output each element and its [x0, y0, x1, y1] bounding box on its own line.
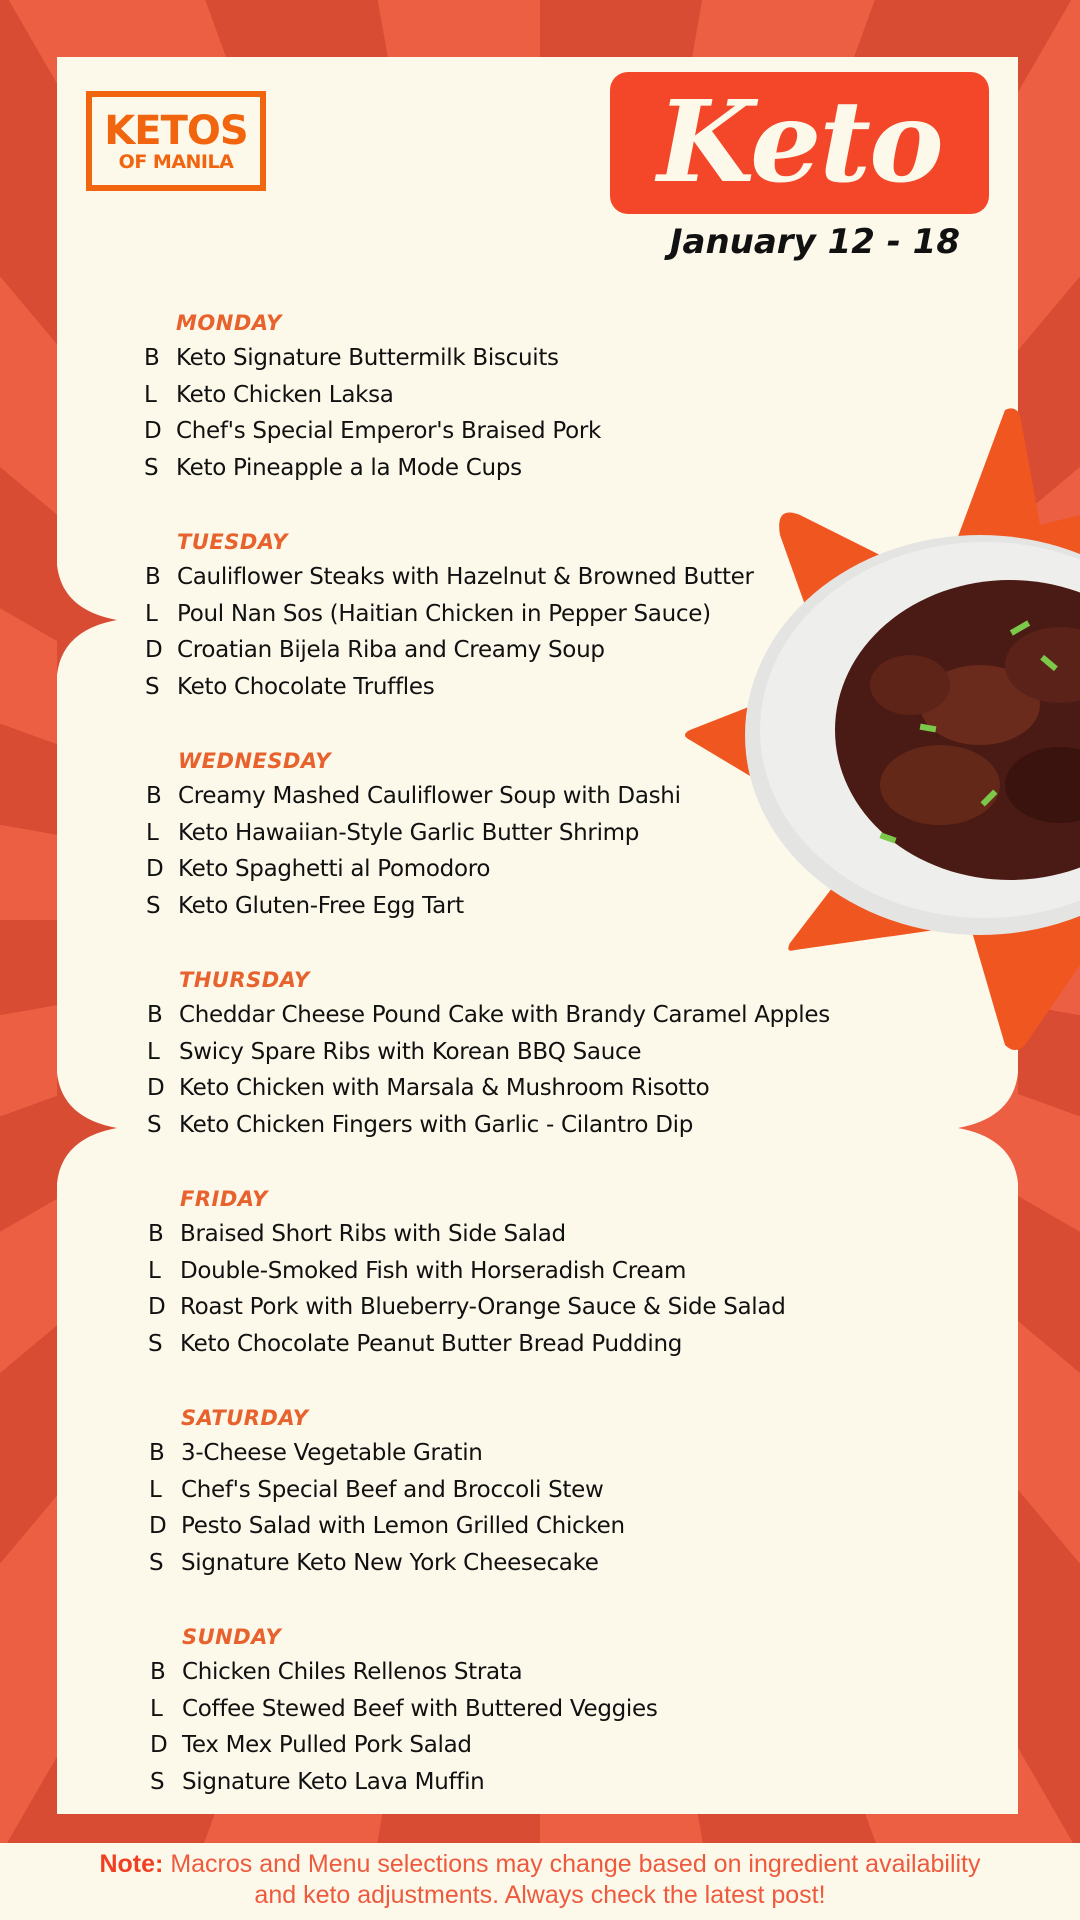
date-range: January 12 - 18	[669, 222, 960, 262]
meal-key: S	[148, 1330, 163, 1357]
meal-dish: Roast Pork with Blueberry-Orange Sauce & Side Salad	[180, 1294, 786, 1321]
day-label: THURSDAY	[179, 968, 310, 992]
day-label: SUNDAY	[182, 1625, 282, 1649]
meal-row	[147, 1107, 830, 1144]
meal-row	[145, 596, 754, 633]
day-label: WEDNESDAY	[178, 749, 331, 773]
meal-key: B	[150, 1659, 166, 1686]
meal-row	[149, 1435, 625, 1472]
meal-dish: Poul Nan Sos (Haitian Chicken in Pepper Sauce)	[177, 600, 711, 627]
meal-dish: Cauliflower Steaks with Hazelnut & Browned Butter	[177, 564, 754, 591]
day-label: FRIDAY	[180, 1187, 268, 1211]
meal-row	[150, 1691, 658, 1728]
meal-key: L	[145, 600, 158, 627]
meal-key: S	[149, 1549, 164, 1576]
meal-key: D	[145, 637, 163, 664]
day-label: TUESDAY	[177, 530, 288, 554]
meal-dish: Double-Smoked Fish with Horseradish Cream	[180, 1257, 687, 1284]
meal-key: S	[147, 1111, 162, 1138]
meal-row	[147, 997, 830, 1034]
meal-row	[146, 815, 681, 852]
meal-key: L	[146, 819, 159, 846]
meal-dish: Tex Mex Pulled Pork Salad	[182, 1732, 472, 1759]
meal-dish: Signature Keto New York Cheesecake	[181, 1549, 599, 1576]
footer-note	[0, 1843, 1080, 1920]
meal-key: B	[145, 564, 161, 591]
meal-dish: Cheddar Cheese Pound Cake with Brandy Caramel Apples	[179, 1002, 830, 1029]
meal-dish: 3-Cheese Vegetable Gratin	[181, 1440, 483, 1467]
meal-row	[144, 377, 601, 414]
meal-dish: Keto Chicken with Marsala & Mushroom Risotto	[179, 1075, 710, 1102]
meal-row	[145, 559, 754, 596]
meal-key: B	[149, 1440, 165, 1467]
meal-dish: Braised Short Ribs with Side Salad	[180, 1221, 566, 1248]
day-friday	[148, 1182, 786, 1362]
meal-key: D	[146, 856, 164, 883]
meal-row	[149, 1472, 625, 1509]
meal-row	[149, 1508, 625, 1545]
meal-dish: Keto Chocolate Peanut Butter Bread Pudding	[180, 1330, 683, 1357]
left-edge-star-icon	[57, 1073, 127, 1183]
meal-dish: Keto Chicken Fingers with Garlic - Cilantro Dip	[179, 1111, 694, 1138]
meal-key: B	[148, 1221, 164, 1248]
page-title: Keto	[657, 77, 942, 208]
day-tuesday	[145, 525, 754, 705]
day-label: MONDAY	[176, 311, 282, 335]
meal-row	[146, 851, 681, 888]
meal-dish: Chicken Chiles Rellenos Strata	[182, 1659, 523, 1686]
meal-row	[149, 1545, 625, 1582]
meal-row	[144, 450, 601, 487]
day-sunday	[150, 1620, 658, 1800]
meal-dish: Keto Pineapple a la Mode Cups	[176, 454, 522, 481]
meal-row	[145, 632, 754, 669]
meal-row	[148, 1253, 786, 1290]
meal-row	[144, 413, 601, 450]
meal-row	[146, 778, 681, 815]
meal-dish: Keto Chicken Laksa	[176, 381, 394, 408]
left-edge-star-icon	[57, 565, 127, 675]
meal-dish: Keto Signature Buttermilk Biscuits	[176, 345, 559, 372]
day-thursday	[147, 963, 830, 1143]
meal-key: D	[147, 1075, 165, 1102]
meal-key: L	[150, 1695, 163, 1722]
meal-dish: Coffee Stewed Beef with Buttered Veggies	[182, 1695, 658, 1722]
braised-pork-dish-photo-icon	[680, 405, 1080, 1055]
meal-row	[146, 888, 681, 925]
note-text-1: Macros and Menu selections may change based on ingredient availability	[170, 1850, 981, 1878]
meal-row	[150, 1654, 658, 1691]
logo-line-1: KETOS	[104, 107, 248, 154]
day-wednesday	[146, 744, 681, 924]
note-text-2: and keto adjustments. Always check the latest post!	[254, 1881, 826, 1909]
meal-row	[148, 1326, 786, 1363]
day-saturday	[149, 1401, 625, 1581]
meal-row	[148, 1216, 786, 1253]
meal-key: L	[148, 1257, 161, 1284]
meal-row	[144, 340, 601, 377]
meal-dish: Pesto Salad with Lemon Grilled Chicken	[181, 1513, 625, 1540]
meal-key: S	[145, 673, 160, 700]
meal-dish: Creamy Mashed Cauliflower Soup with Dashi	[178, 783, 681, 810]
meal-dish: Croatian Bijela Riba and Creamy Soup	[177, 637, 605, 664]
meal-key: B	[144, 345, 160, 372]
meal-key: D	[150, 1732, 168, 1759]
meal-key: B	[147, 1002, 163, 1029]
note-label: Note:	[99, 1850, 164, 1878]
meal-key: D	[148, 1294, 166, 1321]
meal-key: B	[146, 783, 162, 810]
meal-key: D	[144, 418, 162, 445]
meal-key: D	[149, 1513, 167, 1540]
meal-row	[145, 669, 754, 706]
meal-dish: Keto Gluten-Free Egg Tart	[178, 892, 464, 919]
meal-row	[147, 1034, 830, 1071]
meal-dish: Keto Spaghetti al Pomodoro	[178, 856, 491, 883]
meal-key: L	[147, 1038, 160, 1065]
meal-key: S	[144, 454, 159, 481]
meal-key: S	[150, 1768, 165, 1795]
meal-dish: Chef's Special Beef and Broccoli Stew	[181, 1476, 604, 1503]
ketos-of-manila-logo	[86, 91, 266, 191]
meal-key: L	[149, 1476, 162, 1503]
day-label: SATURDAY	[181, 1406, 309, 1430]
meal-row	[147, 1070, 830, 1107]
meal-dish: Swicy Spare Ribs with Korean BBQ Sauce	[179, 1038, 642, 1065]
meal-row	[150, 1764, 658, 1801]
meal-dish: Keto Chocolate Truffles	[177, 673, 435, 700]
meal-dish: Chef's Special Emperor's Braised Pork	[176, 418, 602, 445]
meal-dish: Signature Keto Lava Muffin	[182, 1768, 485, 1795]
meal-key: L	[144, 381, 157, 408]
meal-row	[150, 1727, 658, 1764]
meal-dish: Keto Hawaiian-Style Garlic Butter Shrimp	[178, 819, 640, 846]
logo-line-2: OF MANILA	[118, 150, 234, 173]
day-monday	[144, 306, 601, 486]
meal-row	[148, 1289, 786, 1326]
right-edge-star-icon	[948, 1073, 1018, 1183]
title-banner	[610, 72, 989, 214]
footer-line-1	[0, 1849, 1080, 1880]
meal-key: S	[146, 892, 161, 919]
